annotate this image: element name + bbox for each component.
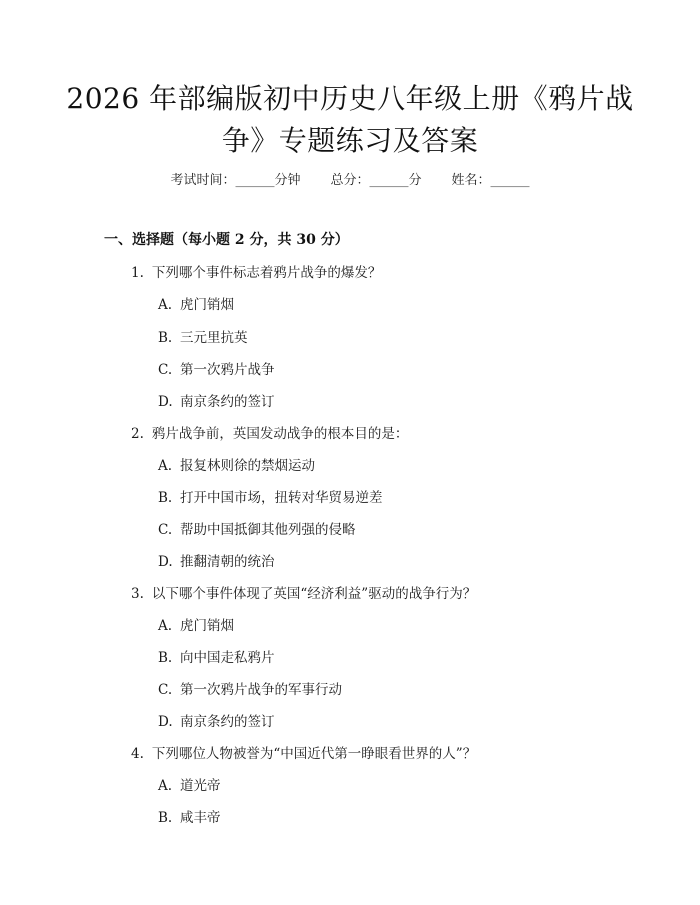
question-1-option-b bbox=[158, 326, 248, 346]
question-1-option-d bbox=[158, 390, 275, 410]
option-letter: D. bbox=[158, 714, 173, 730]
total-score-field: 总分：______分 bbox=[330, 173, 422, 188]
question-4-option-a bbox=[158, 774, 221, 794]
option-text: 虎门销烟 bbox=[180, 618, 234, 634]
question-2-option-b bbox=[158, 486, 383, 506]
option-letter: A. bbox=[158, 778, 173, 794]
option-text: 第一次鸦片战争 bbox=[180, 362, 275, 378]
question-number: 4. bbox=[131, 746, 144, 762]
question-text: 鸦片战争前，英国发动战争的根本目的是： bbox=[151, 426, 409, 442]
question-4-option-b bbox=[158, 806, 221, 826]
option-text: 咸丰帝 bbox=[180, 810, 221, 826]
option-text: 帮助中国抵御其他列强的侵略 bbox=[180, 522, 356, 538]
question-2-option-c bbox=[158, 518, 356, 538]
option-text: 虎门销烟 bbox=[180, 297, 234, 313]
student-name-field: 姓名：______ bbox=[451, 173, 530, 188]
question-3-option-b bbox=[158, 646, 275, 666]
question-text: 下列哪位人物被誉为“中国近代第一睁眼看世界的人”？ bbox=[151, 746, 477, 762]
question-text: 下列哪个事件标志着鸦片战争的爆发？ bbox=[151, 265, 382, 281]
option-letter: B. bbox=[158, 650, 173, 666]
option-text: 向中国走私鸦片 bbox=[180, 650, 275, 666]
question-3 bbox=[131, 582, 476, 602]
page-title bbox=[60, 78, 640, 162]
option-letter: D. bbox=[158, 394, 173, 410]
question-2-option-a bbox=[158, 454, 315, 474]
question-1-option-c bbox=[158, 358, 275, 378]
title-line-1: 2026 年部编版初中历史八年级上册《鸦片战 bbox=[66, 82, 634, 115]
option-text: 报复林则徐的禁烟运动 bbox=[180, 458, 315, 474]
option-letter: B. bbox=[158, 810, 173, 826]
option-letter: C. bbox=[158, 682, 173, 698]
option-letter: A. bbox=[158, 297, 173, 313]
question-3-option-c bbox=[158, 678, 342, 698]
question-number: 1. bbox=[131, 265, 144, 281]
question-3-option-a bbox=[158, 614, 234, 634]
question-1 bbox=[131, 261, 381, 281]
question-number: 2. bbox=[131, 426, 144, 442]
option-text: 道光帝 bbox=[180, 778, 221, 794]
question-2 bbox=[131, 422, 408, 442]
option-letter: A. bbox=[158, 458, 173, 474]
question-text: 以下哪个事件体现了英国“经济利益”驱动的战争行为？ bbox=[151, 586, 477, 602]
exam-time-field: 考试时间：______分钟 bbox=[170, 173, 301, 188]
option-text: 推翻清朝的统治 bbox=[180, 554, 275, 570]
option-text: 三元里抗英 bbox=[180, 330, 248, 346]
option-letter: B. bbox=[158, 330, 173, 346]
option-text: 第一次鸦片战争的军事行动 bbox=[180, 682, 342, 698]
option-letter: A. bbox=[158, 618, 173, 634]
option-text: 南京条约的签订 bbox=[180, 394, 275, 410]
title-line-2: 争》专题练习及答案 bbox=[221, 124, 479, 157]
question-4 bbox=[131, 742, 476, 762]
question-3-option-d bbox=[158, 710, 275, 730]
question-2-option-d bbox=[158, 550, 275, 570]
option-letter: D. bbox=[158, 554, 173, 570]
question-1-option-a bbox=[158, 293, 234, 313]
option-text: 打开中国市场，扭转对华贸易逆差 bbox=[180, 490, 383, 506]
option-text: 南京条约的签订 bbox=[180, 714, 275, 730]
option-letter: C. bbox=[158, 362, 173, 378]
section-heading-multiple-choice: 一、选择题（每小题 2 分，共 30 分） bbox=[104, 232, 349, 248]
option-letter: B. bbox=[158, 490, 173, 506]
question-number: 3. bbox=[131, 586, 144, 602]
option-letter: C. bbox=[158, 522, 173, 538]
exam-info-row bbox=[0, 169, 700, 188]
